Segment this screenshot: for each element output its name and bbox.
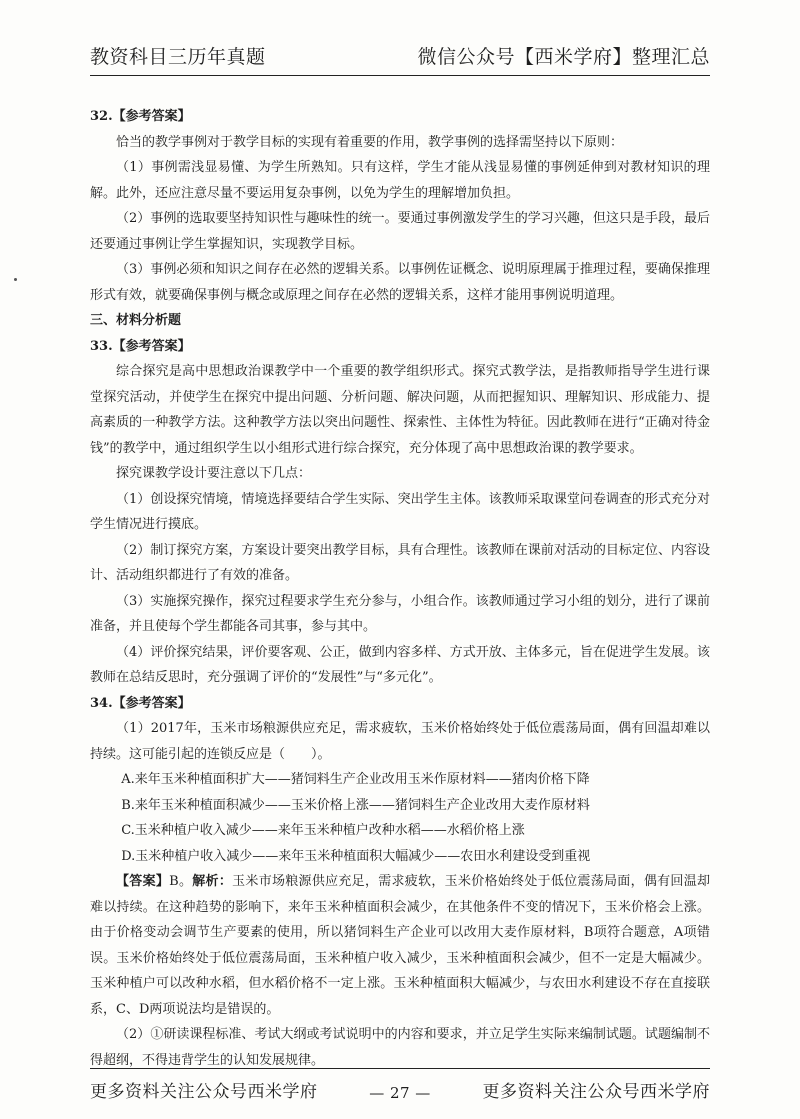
- page-content: [90, 104, 710, 1073]
- q33-para-1: 综合探究是高中思想政治课教学中一个重要的教学组织形式。探究式教学法，是指教师指导学生进行课堂探究活动，并使学生在探究中提出问题、分析问题、解决问题，从而把握知识、理解知识、形成能力、提高素质的一种教学方法。这种教学方法以突出问题性、探索性、主体性为特征。因此教师在进行“正确对待金钱”的教学中，通过组织学生以小组形式进行综合探究，充分体现了高中思想政治课的教学要求。: [90, 364, 710, 456]
- analysis-label: 解析：: [192, 874, 233, 889]
- answer-text: B。: [169, 874, 193, 889]
- page-footer: [90, 1068, 710, 1102]
- page-header: [90, 42, 710, 76]
- q34-title: 34.【参考答案】: [90, 695, 191, 711]
- q33-point-4: （4）评价探究结果，评价要客观、公正，做到内容多样、方式开放、主体多元，旨在促进学生发展。该教师在总结反思时，充分强调了评价的“发展性”与“多元化”。: [90, 644, 710, 685]
- footer-left: 更多资料关注公众号西米学府: [90, 1082, 318, 1102]
- footer-right: 更多资料关注公众号西米学府: [482, 1082, 710, 1102]
- section-title: 三、材料分析题: [90, 313, 182, 328]
- header-right: 微信公众号【西米学府】整理汇总: [417, 46, 710, 68]
- q32-point-2: （2）事例的选取要坚持知识性与趣味性的统一。要通过事例激发学生的学习兴趣，但这只是手段，最后还要通过事例让学生掌握知识，实现教学目标。: [90, 211, 710, 252]
- q33-point-3: （3）实施探究操作，探究过程要求学生充分参与，小组合作。该教师通过学习小组的划分，进行了课前准备，并且使每个学生都能各司其事，参与其中。: [90, 593, 710, 634]
- q32-title: 32.【参考答案】: [90, 109, 191, 124]
- page-number: — 27 —: [369, 1084, 431, 1102]
- q32-point-1: （1）事例需浅显易懂、为学生所熟知。只有这样，学生才能从浅显易懂的事例延伸到对教材知识的理解。此外，还应注意尽量不要运用复杂事例，以免为学生的理解增加负担。: [90, 160, 710, 201]
- q33-title: 33.【参考答案】: [90, 338, 191, 354]
- q34-option-c: C.玉米种植户收入减少——来年玉米种植户改种水稻——水稻价格上涨: [121, 823, 525, 838]
- q33-point-1: （1）创设探究情境，情境选择要结合学生实际、突出学生主体。该教师采取课堂问卷调查的形式充分对学生情况进行摸底。: [90, 491, 710, 532]
- answer-label: 【答案】: [116, 874, 170, 889]
- q32-intro: 恰当的教学事例对于教学目标的实现有着重要的作用，教学事例的选择需坚持以下原则：: [116, 134, 624, 150]
- q34-part-2: （2）①研读课程标准、考试大纲或考试说明中的内容和要求，并立足学生实际来编制试题。试题编制不得超纲，不得违背学生的认知发展规律。: [90, 1027, 710, 1068]
- q32-point-3: （3）事例必须和知识之间存在必然的逻辑关系。以事例佐证概念、说明原理属于推理过程，要确保推理形式有效，就要确保事例与概念或原理之间存在必然的逻辑关系，这样才能用事例说明道理。: [90, 262, 710, 303]
- scan-mark: [14, 278, 17, 281]
- q34-option-b: B.来年玉米种植面积减少——玉米价格上涨——猪饲料生产企业改用大麦作原材料: [121, 797, 590, 813]
- q34-option-a: A.来年玉米种植面积扩大——猪饲料生产企业改用玉米作原材料——猪肉价格下降: [121, 772, 590, 787]
- q34-option-d: D.玉米种植户收入减少——来年玉米种植面积大幅减少——农田水利建设受到重视: [121, 848, 591, 864]
- analysis-text: 玉米市场粮源供应充足，需求疲软，玉米价格始终处于低位震荡局面，偶有回温却难以持续。在这种趋势的影响下，来年玉米种植面积会减少，在其他条件不变的情况下，玉米价格会上涨。由于价格变动会调节生产要素的使用，所以猪饲料生产企业可以改用大麦作原材料，B项符合题意，A项错误。玉米价格始终处于低位震荡局面，玉米种植户收入减少，玉米种植面积会减少，但不一定是大幅减少。玉米种植户可以改种水稻，但水稻价格不一定上涨。玉米种植面积大幅减少，与农田水利建设不存在直接联系，C、D两项说法均是错误的。: [90, 874, 710, 1017]
- q33-point-2: （2）制订探究方案，方案设计要突出教学目标，具有合理性。该教师在课前对活动的目标定位、内容设计、活动组织都进行了有效的准备。: [90, 542, 710, 583]
- q33-para-2: 探究课教学设计要注意以下几点：: [116, 466, 312, 481]
- q34-answer: [90, 869, 710, 1022]
- header-left: 教资科目三历年真题: [90, 46, 266, 68]
- q34-stem: （1）2017年，玉米市场粮源供应充足，需求疲软，玉米价格始终处于低位震荡局面，偶有回温却难以持续。这可能引起的连锁反应是（ ）。: [90, 721, 710, 762]
